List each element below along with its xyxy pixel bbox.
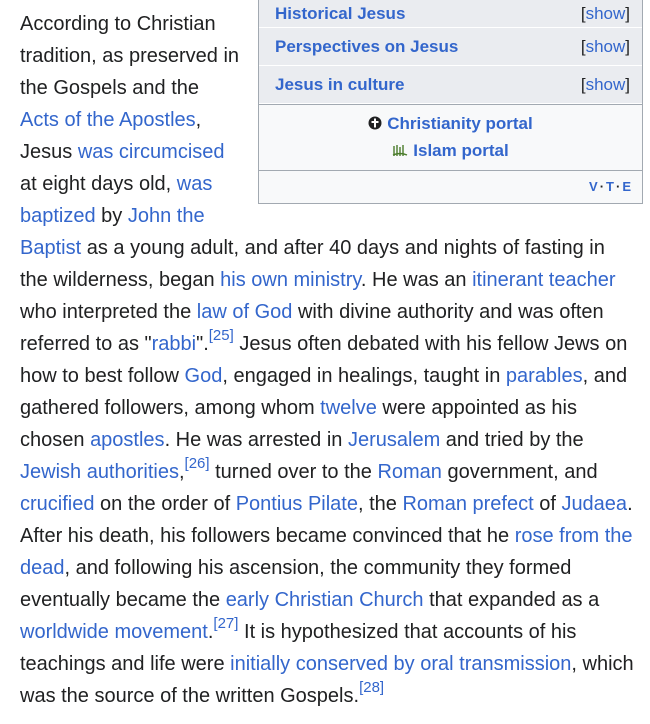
link-parables[interactable]: parables [505, 365, 583, 387]
view-template-link[interactable]: V [589, 179, 599, 194]
navbox-row-perspectives [259, 28, 642, 66]
link-judaea[interactable]: Judaea [561, 493, 628, 515]
show-link-culture[interactable]: show [585, 74, 626, 94]
link-acts-of-the-apostles[interactable]: Acts of the Apostles [20, 109, 196, 131]
navbox-row-historical-jesus [259, 0, 642, 28]
text-segment: According to Christian tradition, as preserved in the Gospels and the [20, 13, 240, 99]
talk-template-link[interactable]: T [606, 179, 615, 194]
link-jerusalem[interactable]: Jerusalem [347, 429, 441, 451]
text-segment: at eight days old, [20, 173, 177, 195]
christianity-portal-link[interactable]: Christianity portal [387, 114, 533, 133]
text-segment: with divine authority and was often referred to as " [20, 301, 604, 355]
link-twelve[interactable]: twelve [320, 397, 377, 419]
text-segment: by [95, 205, 128, 227]
link-john-the-baptist[interactable]: John the Baptist [20, 205, 205, 259]
text-segment: . [207, 621, 214, 643]
christianity-portal [259, 110, 642, 137]
text-segment: as a young adult, and after 40 days and nights of fasting in the wilderness, began [20, 237, 605, 291]
link-roman[interactable]: Roman [377, 461, 442, 483]
islam-portal-link[interactable]: Islam portal [413, 141, 509, 160]
show-toggle-historical-jesus: [show] [580, 3, 630, 23]
text-segment: Jesus often debated with his fellow Jews on how to best follow [20, 333, 628, 387]
link-roman-prefect[interactable]: Roman prefect [402, 493, 534, 515]
text-segment: It is hypothesized that accounts of his teachings and life were [20, 621, 577, 675]
islam-portal [259, 137, 642, 164]
link-god[interactable]: God [184, 365, 223, 387]
text-segment: , and gathered followers, among whom [20, 365, 628, 419]
text-segment: , the [357, 493, 403, 515]
navbox-row-culture [259, 66, 642, 104]
citation-25[interactable]: [25] [208, 327, 234, 345]
link-resurrection[interactable]: rose from the dead [20, 525, 633, 579]
portals-section [259, 104, 642, 171]
link-crucified[interactable]: crucified [20, 493, 95, 515]
link-law-of-god[interactable]: law of God [196, 301, 293, 323]
text-segment: that expanded as a [423, 589, 600, 611]
show-link-perspectives[interactable]: show [585, 36, 626, 56]
text-segment: who interpreted the [20, 301, 197, 323]
link-circumcision[interactable]: was circumcised [77, 141, 225, 163]
allah-calligraphy-icon [392, 138, 408, 165]
link-oral-transmission[interactable]: initially conserved by oral transmission [230, 653, 572, 675]
text-segment: were appointed as his chosen [20, 397, 577, 451]
link-early-christian-church[interactable]: early Christian Church [225, 589, 424, 611]
vte-links: V·T·E [589, 179, 632, 194]
link-apostles[interactable]: apostles [90, 429, 165, 451]
show-toggle-culture: [show] [580, 74, 630, 94]
text-segment: . After his death, his followers became convinced that he [20, 493, 633, 547]
text-segment: , which was the source of the written Gospels. [20, 653, 634, 707]
edit-template-link[interactable]: E [622, 179, 632, 194]
link-baptism[interactable]: was baptized [20, 173, 213, 227]
jesus-navbox [258, 0, 643, 204]
link-ministry[interactable]: his own ministry [220, 269, 361, 291]
text-segment: ". [196, 333, 209, 355]
show-link-historical-jesus[interactable]: show [585, 3, 626, 23]
citation-26[interactable]: [26] [184, 455, 210, 473]
text-segment: . He was an [360, 269, 473, 291]
navbox-title-culture[interactable]: Jesus in culture [275, 74, 405, 94]
text-segment: turned over to the [209, 461, 378, 483]
navbox-title-historical-jesus[interactable]: Historical Jesus [275, 3, 406, 23]
cross-icon [368, 111, 382, 138]
show-toggle-perspectives: [show] [580, 36, 630, 56]
text-segment: and tried by the [440, 429, 584, 451]
link-rabbi[interactable]: rabbi [151, 333, 197, 355]
text-segment: . He was arrested in [164, 429, 348, 451]
citation-27[interactable]: [27] [213, 615, 239, 633]
link-worldwide-movement[interactable]: worldwide movement [20, 621, 208, 643]
text-segment: government, and [441, 461, 598, 483]
text-segment: , engaged in healings, taught in [222, 365, 506, 387]
text-segment: , Jesus [20, 109, 202, 163]
link-jewish-authorities[interactable]: Jewish authorities [20, 461, 179, 483]
text-segment: , and following his ascension, the community they formed eventually became the [20, 557, 572, 611]
navbox-title-perspectives[interactable]: Perspectives on Jesus [275, 36, 459, 56]
text-segment: , [178, 461, 185, 483]
link-pontius-pilate[interactable]: Pontius Pilate [235, 493, 358, 515]
text-segment: of [533, 493, 562, 515]
text-segment: on the order of [94, 493, 236, 515]
article-body [20, 3, 638, 712]
citation-28[interactable]: [28] [359, 679, 385, 697]
link-itinerant-teacher[interactable]: itinerant teacher [472, 269, 616, 291]
